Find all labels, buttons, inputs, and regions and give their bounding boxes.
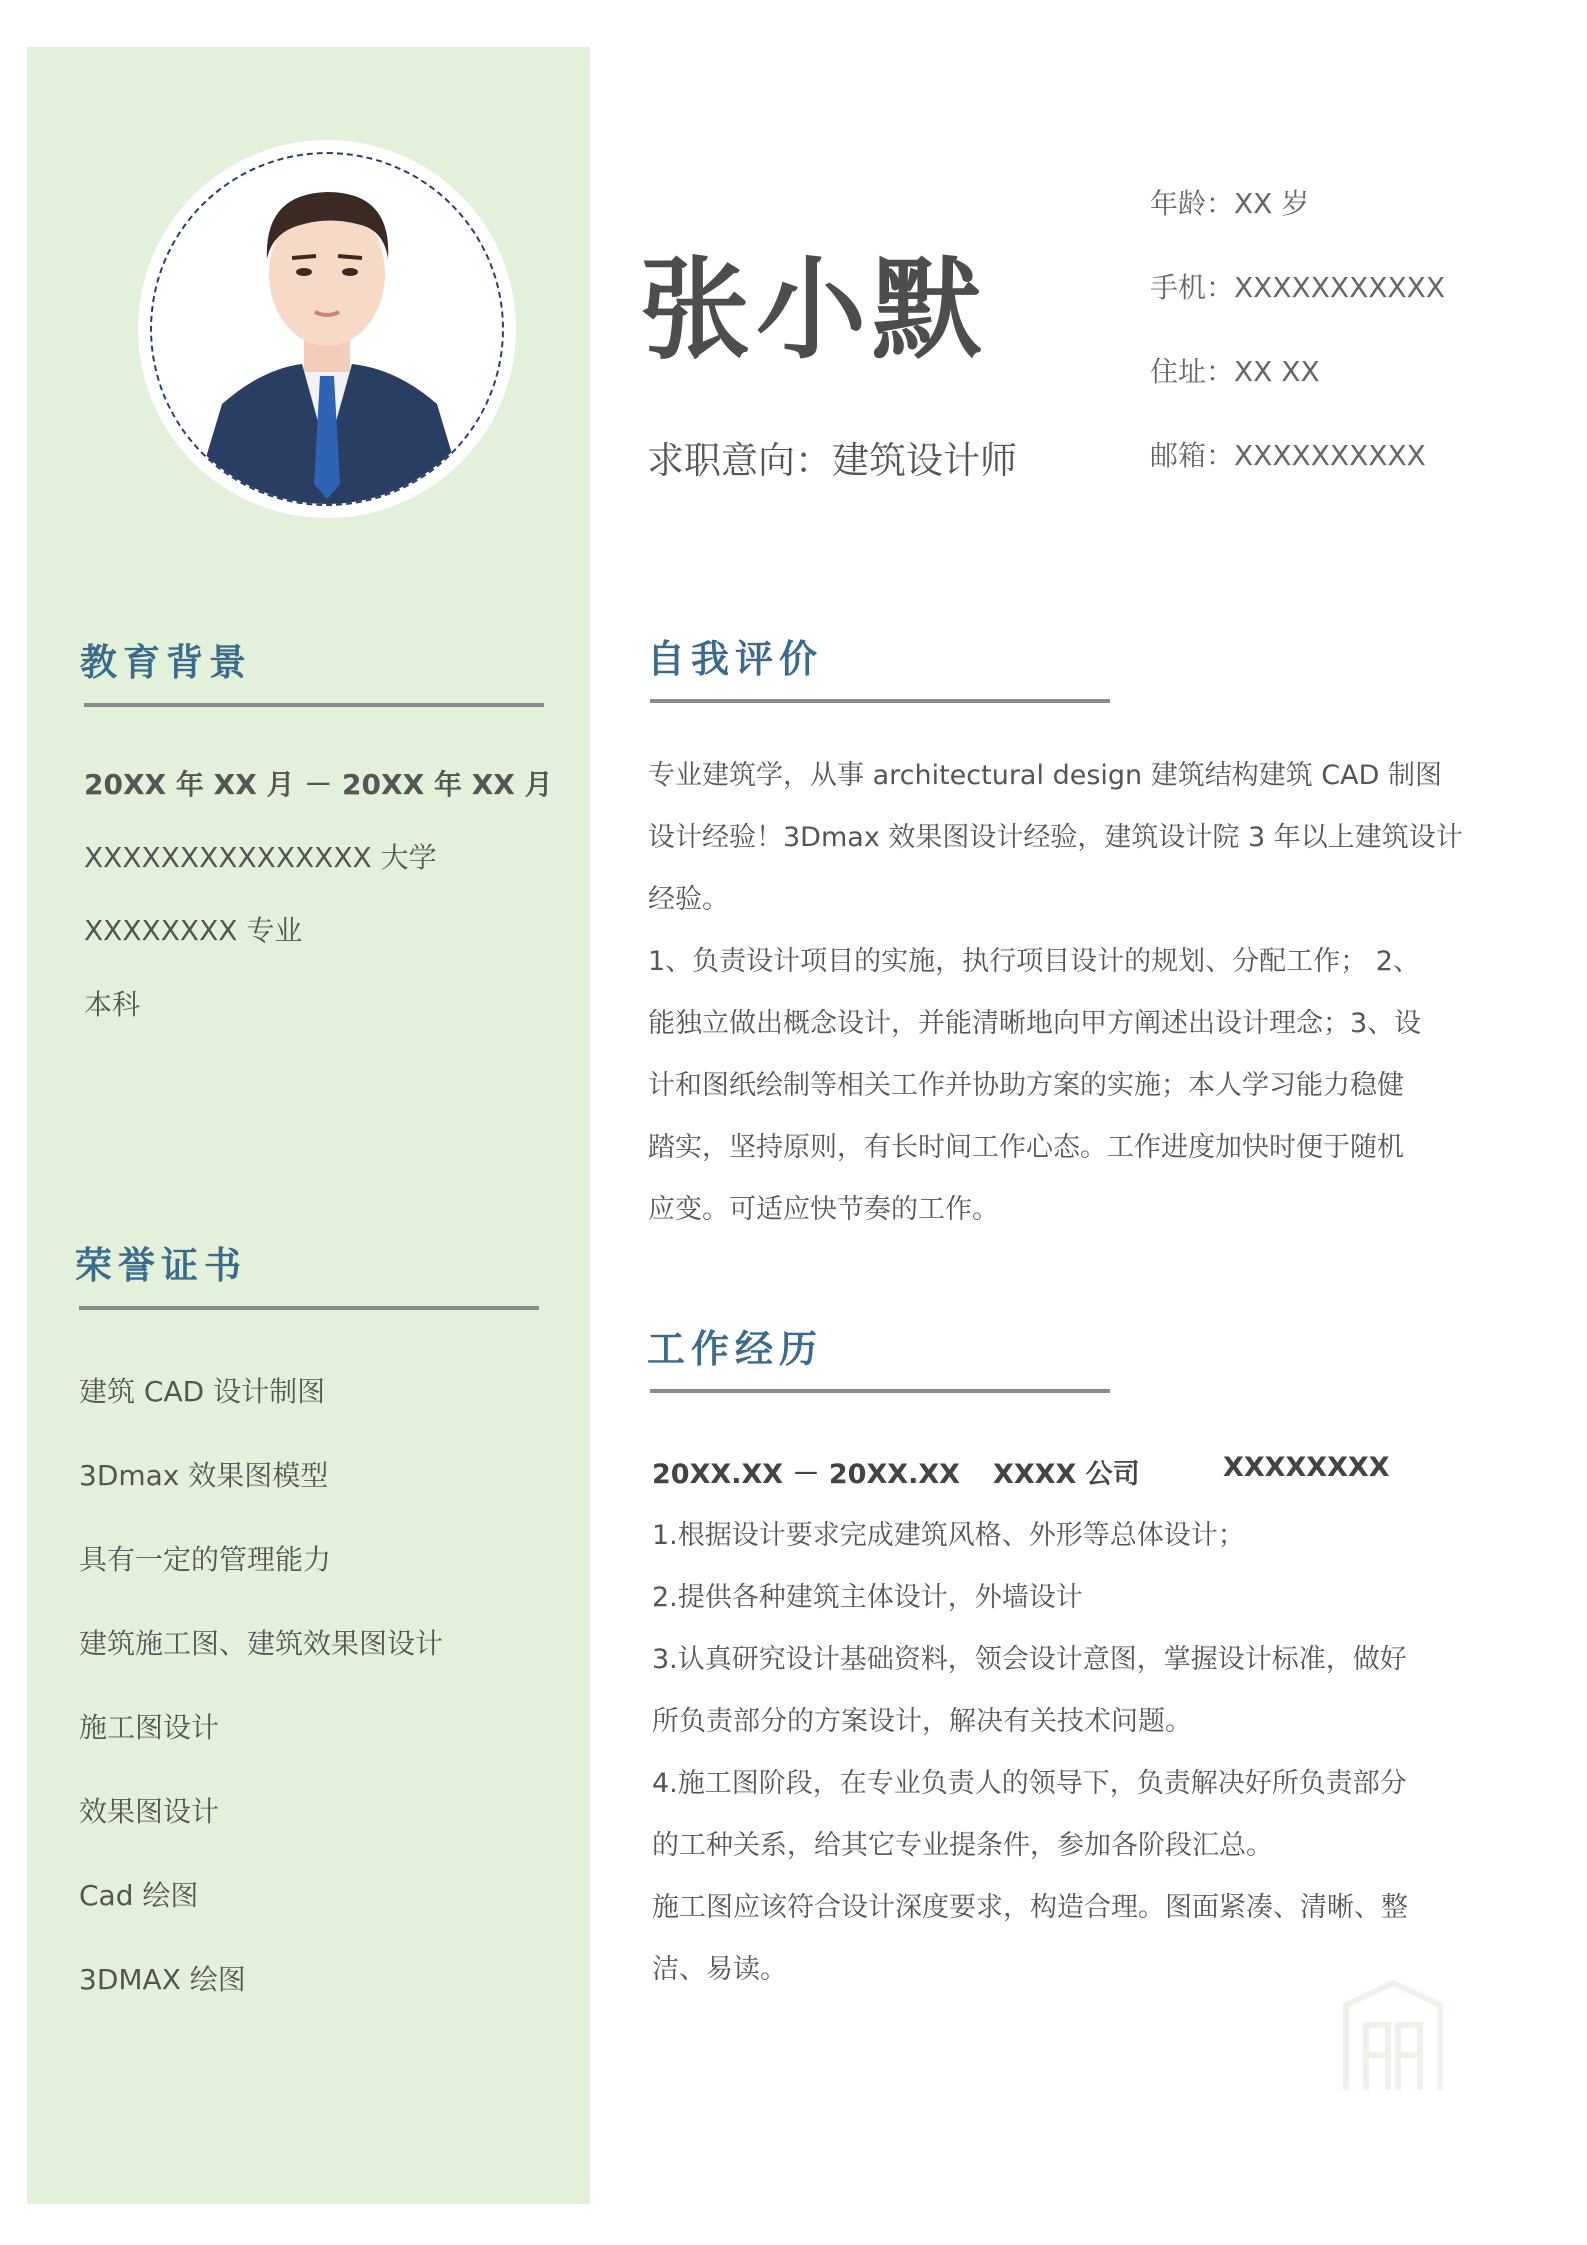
work-line: 的工种关系，给其它专业提条件，参加各阶段汇总。 (652, 1830, 1273, 1861)
education-major: XXXXXXXX 专业 (84, 914, 303, 947)
person-portrait-icon (152, 154, 502, 504)
honors-divider (79, 1306, 539, 1310)
self-eval-line: 专业建筑学，从事 architectural design 建筑结构建筑 CAD 制图 (648, 760, 1442, 791)
self-eval-line: 能独立做出概念设计，并能清晰地向甲方阐述出设计理念；3、设 (648, 1008, 1422, 1039)
work-period: 20XX.XX － 20XX.XX (652, 1459, 960, 1490)
self-eval-line: 计和图纸绘制等相关工作并协助方案的实施；本人学习能力稳健 (648, 1070, 1404, 1101)
honor-item: 建筑施工图、建筑效果图设计 (79, 1627, 444, 1660)
work-line: 洁、易读。 (652, 1954, 787, 1985)
education-degree: 本科 (84, 988, 141, 1021)
honor-item: 效果图设计 (79, 1795, 220, 1828)
info-age: 年龄：XX 岁 (1150, 187, 1310, 220)
info-address: 住址：XX XX (1150, 355, 1320, 388)
honor-item: 施工图设计 (79, 1711, 220, 1744)
work-line: 3.认真研究设计基础资料，领会设计意图，掌握设计标准，做好 (652, 1644, 1407, 1675)
work-divider (650, 1389, 1110, 1393)
honor-item: Cad 绘图 (79, 1879, 199, 1912)
info-email: 邮箱：XXXXXXXXXX (1150, 439, 1426, 472)
honor-item: 具有一定的管理能力 (79, 1543, 332, 1576)
applicant-name: 张小默 (640, 246, 988, 374)
honor-item: 3DMAX 绘图 (79, 1963, 246, 1996)
self-eval-text (648, 745, 1463, 1241)
info-phone: 手机：XXXXXXXXXXX (1150, 271, 1445, 304)
work-heading: 工作经历 (647, 1327, 824, 1371)
self-eval-divider (650, 699, 1110, 703)
honors-heading: 荣誉证书 (75, 1244, 247, 1287)
self-eval-line: 1、负责设计项目的实施，执行项目设计的规划、分配工作； 2、 (648, 946, 1420, 977)
education-school: XXXXXXXXXXXXXXX 大学 (84, 841, 437, 874)
work-description (652, 1505, 1408, 2001)
work-company: XXXX 公司 (993, 1459, 1140, 1490)
education-divider (84, 703, 544, 707)
work-line: 4.施工图阶段，在专业负责人的领导下，负责解决好所负责部分 (652, 1768, 1407, 1799)
building-watermark-icon (1338, 1975, 1448, 2095)
self-eval-line: 应变。可适应快节奏的工作。 (648, 1194, 999, 1225)
self-eval-line: 设计经验！3Dmax 效果图设计经验，建筑设计院 3 年以上建筑设计 (648, 822, 1463, 853)
honor-item: 3Dmax 效果图模型 (79, 1459, 329, 1492)
education-heading: 教育背景 (80, 641, 252, 684)
self-eval-line: 踏实，坚持原则，有长时间工作心态。工作进度加快时便于随机 (648, 1132, 1404, 1163)
self-eval-line: 经验。 (648, 884, 729, 915)
work-line: 2.提供各种建筑主体设计，外墙设计 (652, 1582, 1083, 1613)
self-eval-heading: 自我评价 (647, 637, 824, 681)
work-line: 所负责部分的方案设计，解决有关技术问题。 (652, 1706, 1192, 1737)
education-period: 20XX 年 XX 月 － 20XX 年 XX 月 (84, 768, 553, 801)
job-intent: 求职意向：建筑设计师 (647, 439, 1017, 482)
work-line: 施工图应该符合设计深度要求，构造合理。图面紧凑、清晰、整 (652, 1892, 1408, 1923)
avatar-frame (150, 152, 504, 506)
work-position: XXXXXXXX (1223, 1452, 1390, 1483)
avatar (138, 140, 516, 518)
honor-item: 建筑 CAD 设计制图 (79, 1375, 326, 1408)
work-line: 1.根据设计要求完成建筑风格、外形等总体设计； (652, 1520, 1245, 1551)
